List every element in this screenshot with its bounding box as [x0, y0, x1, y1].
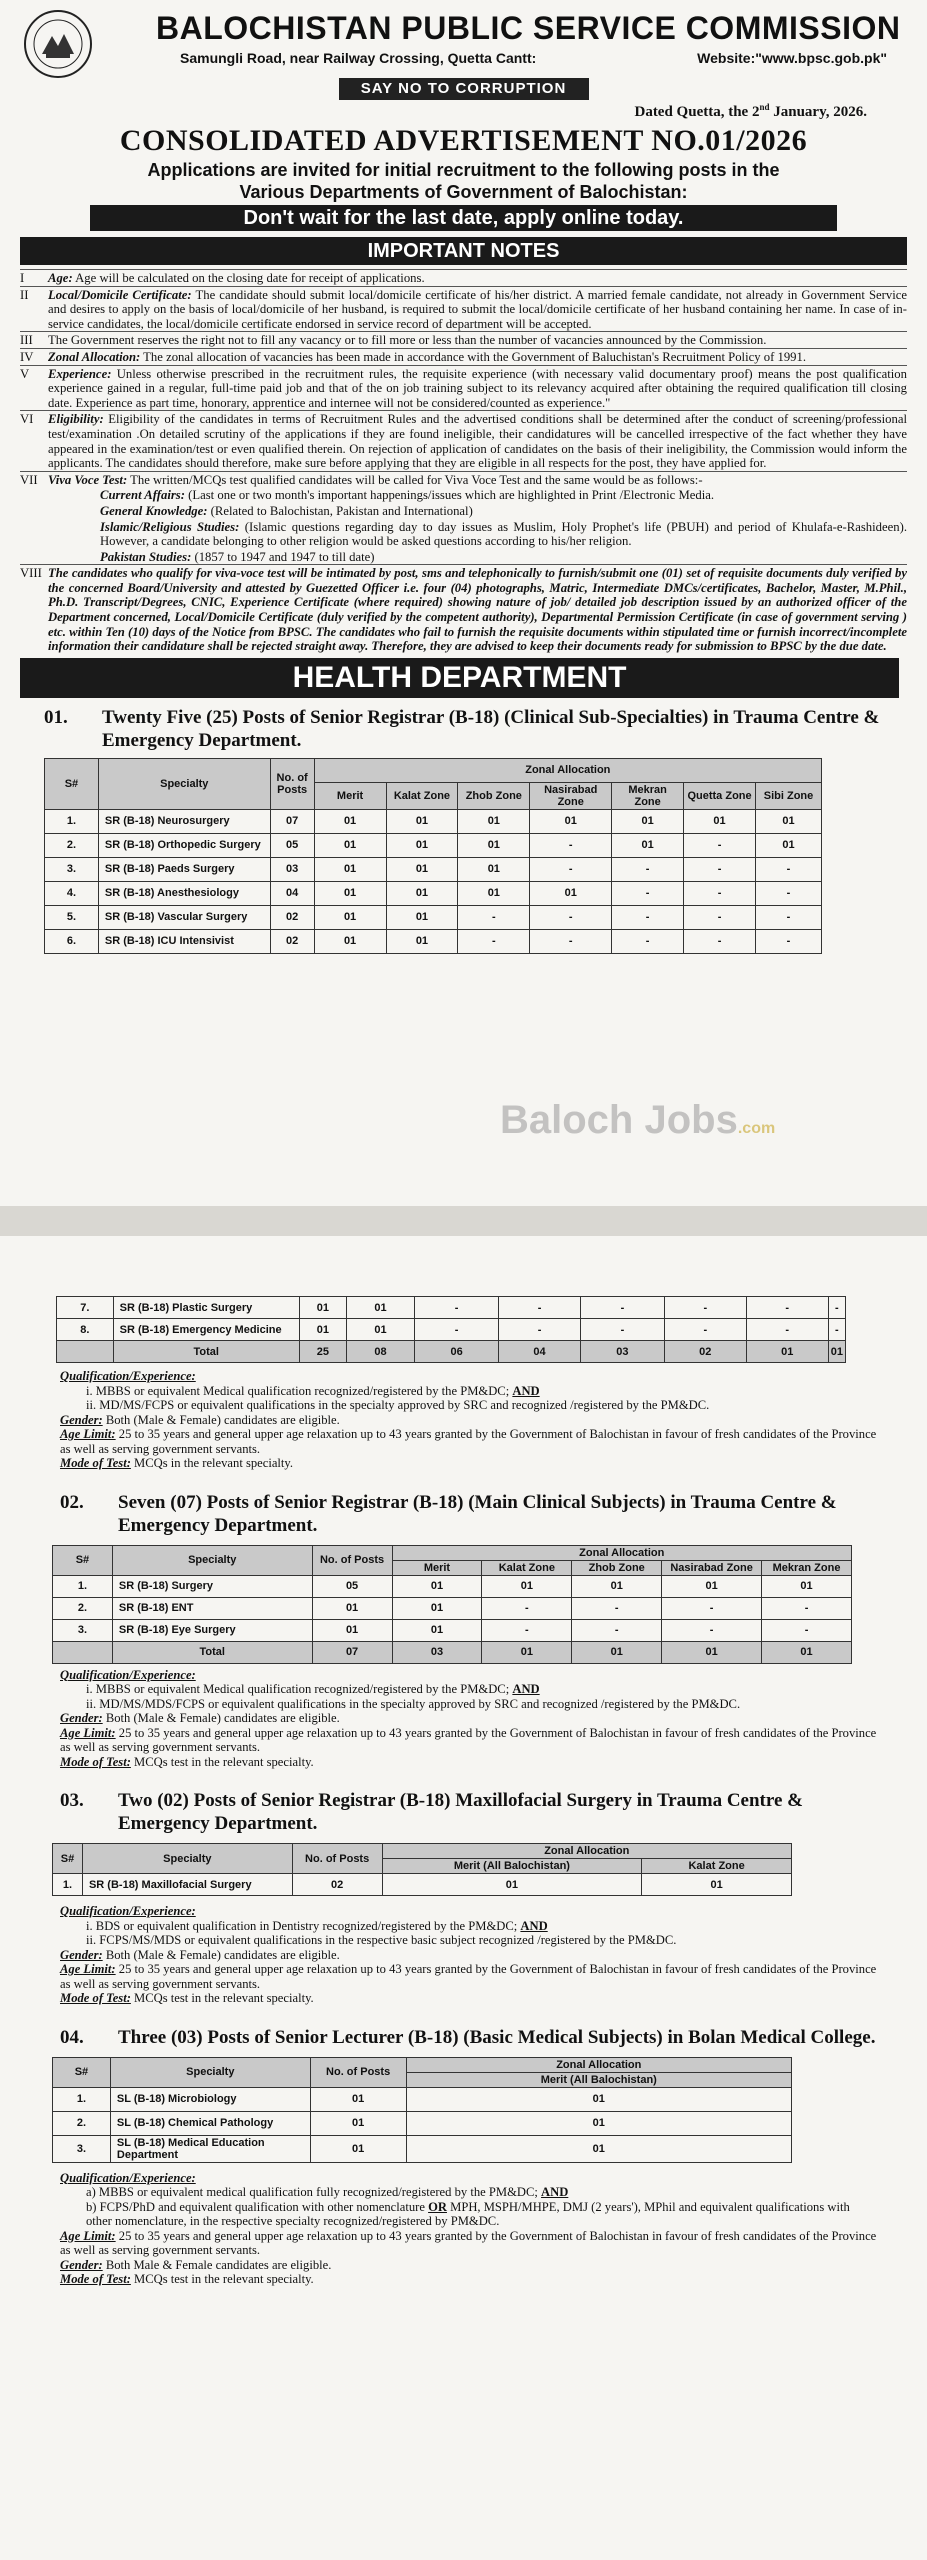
table-cell: 01 [310, 2087, 406, 2111]
table-cell: - [580, 1297, 664, 1319]
table-cell: - [572, 1597, 662, 1619]
table-row [45, 833, 822, 857]
bpsc-logo [22, 8, 94, 80]
table-cell: 6. [45, 929, 99, 953]
table-cell: - [746, 1319, 828, 1341]
table-cell: 01 [314, 905, 386, 929]
table-cell: SR (B-18) Eye Surgery [112, 1619, 312, 1641]
column-header: No. of Posts [270, 758, 314, 809]
column-header: Specialty [112, 1545, 312, 1575]
column-header: Kalat Zone [386, 782, 458, 809]
table-cell: Total [113, 1341, 299, 1363]
note-item [20, 286, 907, 332]
table-cell: 01 [310, 2111, 406, 2135]
table-row [45, 905, 822, 929]
table-cell: SR (B-18) ENT [112, 1597, 312, 1619]
table-cell: 04 [499, 1341, 581, 1363]
table-cell: 01 [386, 881, 458, 905]
table-cell: SL (B-18) Medical Education Department [110, 2135, 310, 2162]
column-header: Merit [314, 782, 386, 809]
table-cell: 01 [762, 1575, 852, 1597]
table-cell: 4. [45, 881, 99, 905]
viva-item [20, 519, 907, 549]
column-header: Sibi Zone [756, 782, 822, 809]
table-cell: SR (B-18) Emergency Medicine [113, 1319, 299, 1341]
table-cell: 25 [299, 1341, 346, 1363]
table-cell: 01 [386, 905, 458, 929]
note-number: V [20, 366, 30, 381]
viva-label: Pakistan Studies: [100, 549, 192, 564]
table-row [53, 1619, 852, 1641]
letterhead [20, 8, 907, 74]
viva-text: Islamic/Religious Studies: (Islamic questions regarding day to day issues as Muslim, Holy Prophet's life (PBUH) and period of Khulafa-e-Rashideen). However, a candidate belonging to other religion would be asked questions according to his/her religion. [100, 519, 907, 549]
column-header: Nasirabad Zone [530, 782, 612, 809]
organization-name: BALOCHISTAN PUBLIC SERVICE COMMISSION [156, 10, 901, 46]
table-cell: 01 [756, 809, 822, 833]
table-cell: - [746, 1297, 828, 1319]
table-cell: 01 [314, 881, 386, 905]
table-cell: 01 [746, 1341, 828, 1363]
table-cell: 01 [406, 2087, 791, 2111]
column-header: No. of Posts [312, 1545, 392, 1575]
column-header: Specialty [110, 2057, 310, 2087]
table-cell: 01 [612, 833, 684, 857]
table-cell: 01 [314, 857, 386, 881]
viva-label: General Knowledge: [100, 503, 208, 518]
table-row [53, 1874, 792, 1896]
table-total-row [53, 1641, 852, 1663]
table-header-row [45, 758, 822, 782]
table-cell [53, 1641, 113, 1663]
table-row [53, 2135, 792, 2162]
section-04-requirements: Qualification/Experience: a) MBBS or equivalent medical qualification fully recognized/registered by the PM&DC; AND b) FCPS/PhD and equivalent qualification with other nomenclature OR MPH, MSPH/MHPE, DMJ (2 years'), MPhil and equivalent qualifications with other nomenclature, in the respective specialty recognized/registered by PM&DC. Age Limit: 25 to 35 years and general upper age relaxation up to 43 years granted by the Government of Balochistan in favour of fresh candidates of the Province as well as serving government servants. Gender: Both Male & Female candidates are eligible. Mode of Test: MCQs test in the relevant specialty. [60, 2170, 877, 2286]
table-cell: 01 [310, 2135, 406, 2162]
table-cell: 3. [53, 2135, 111, 2162]
viva-label: Islamic/Religious Studies: [100, 519, 240, 534]
table-row [53, 2087, 792, 2111]
table-cell: 01 [346, 1297, 414, 1319]
table-cell: 01 [386, 809, 458, 833]
table-cell: 02 [292, 1874, 382, 1896]
table-cell: - [612, 905, 684, 929]
table-cell: 01 [386, 857, 458, 881]
note-number: IV [20, 349, 34, 364]
table-cell: - [684, 905, 756, 929]
section-03-requirements: Qualification/Experience: i. BDS or equivalent qualification in Dentistry recognized/registered by the PM&DC; AND ii. FCPS/MS/MDS or equivalent qualifications in the respective basic subject recognized /registered by the PM&DC. Gender: Both (Male & Female) candidates are eligible. Age Limit: 25 to 35 years and general upper age relaxation up to 43 years granted by the Government of Balochistan in favour of fresh candidates of the Province as well as serving government servants. Mode of Test: MCQs test in the relevant specialty. [60, 1904, 877, 2005]
table-cell: 01 [530, 809, 612, 833]
table-cell: 01 [314, 809, 386, 833]
table-cell: - [499, 1319, 581, 1341]
note-text: The Government reserves the right not to fill any vacancy or to fill more or less than the number of vacancies announced by the Commission. [48, 333, 767, 348]
table-cell: - [612, 929, 684, 953]
table-row [53, 1597, 852, 1619]
column-header: Specialty [82, 1844, 292, 1874]
table-cell: - [482, 1619, 572, 1641]
page-two [0, 1236, 927, 2560]
table-cell: 01 [458, 857, 530, 881]
table-cell: SR (B-18) Paeds Surgery [98, 857, 270, 881]
column-header: No. of Posts [310, 2057, 406, 2087]
note-label: Eligibility: [48, 412, 104, 427]
section-01-table-continued [56, 1296, 846, 1363]
table-cell: SR (B-18) Neurosurgery [98, 809, 270, 833]
table-cell: SL (B-18) Chemical Pathology [110, 2111, 310, 2135]
table-cell: - [415, 1297, 499, 1319]
note-number: VI [20, 412, 34, 427]
table-cell: - [684, 929, 756, 953]
table-cell: - [762, 1619, 852, 1641]
viva-item [20, 487, 907, 503]
table-cell: 08 [346, 1341, 414, 1363]
note-text: Age: Age will be calculated on the closing date for receipt of applications. [48, 271, 425, 285]
table-row [53, 1575, 852, 1597]
column-header: Zhob Zone [458, 782, 530, 809]
column-header: Kalat Zone [642, 1859, 792, 1874]
table-row [57, 1297, 846, 1319]
section-01-table [44, 758, 822, 954]
table-cell: 01 [572, 1575, 662, 1597]
table-cell: 05 [270, 833, 314, 857]
table-cell: 01 [458, 881, 530, 905]
table-cell: - [828, 1319, 845, 1341]
column-header: Zonal Allocation [382, 1844, 791, 1859]
table-cell: SR (B-18) Anesthesiology [98, 881, 270, 905]
note-item [20, 365, 907, 411]
table-row [45, 929, 822, 953]
table-cell: 01 [530, 881, 612, 905]
section-03-table [52, 1843, 792, 1896]
table-cell: - [762, 1597, 852, 1619]
table-cell: - [828, 1297, 845, 1319]
apply-online-banner: Don't wait for the last date, apply online today. [90, 205, 837, 231]
table-cell: - [684, 857, 756, 881]
table-cell: 06 [415, 1341, 499, 1363]
table-row [53, 2111, 792, 2135]
table-cell: - [458, 905, 530, 929]
table-cell: - [684, 881, 756, 905]
table-cell: - [662, 1597, 762, 1619]
note-item [20, 269, 907, 286]
table-cell: - [482, 1597, 572, 1619]
date-line: Dated Quetta, the 2nd January, 2026. [634, 102, 867, 120]
table-cell: - [662, 1619, 762, 1641]
note-text: Experience: Unless otherwise prescribed in the recruitment rules, the requisite experience (with necessary valid documentary proof) means the post qualification experience gained in a regular, full-time paid job and that of the on job training subject to its relevancy acquired after obtaining the required qualification till closing date. Experience as part time, honorary, apprentice and internee will not be considered/counted as experience." [48, 366, 907, 410]
note-label: Age: [48, 271, 73, 285]
column-header: Zonal Allocation [314, 758, 821, 782]
column-header: Specialty [98, 758, 270, 809]
table-header-row [53, 1844, 792, 1859]
column-header: Zonal Allocation [406, 2057, 791, 2072]
table-cell: 01 [346, 1319, 414, 1341]
table-cell: 01 [662, 1641, 762, 1663]
table-header-row [53, 2057, 792, 2072]
note-item [20, 348, 907, 365]
note-number: III [20, 333, 33, 348]
table-cell: 05 [312, 1575, 392, 1597]
column-header: Merit (All Balochistan) [382, 1859, 642, 1874]
table-cell: 1. [53, 1874, 83, 1896]
table-cell: 3. [53, 1619, 113, 1641]
table-cell: - [612, 857, 684, 881]
table-cell: 01 [299, 1297, 346, 1319]
section-01-title: 01. Twenty Five (25) Posts of Senior Registrar (B-18) (Clinical Sub-Specialties) in Trauma Centre & Emergency Department. [44, 706, 880, 751]
table-cell: SR (B-18) Plastic Surgery [113, 1297, 299, 1319]
viva-item [20, 503, 907, 519]
table-cell: 01 [458, 833, 530, 857]
table-cell: - [415, 1319, 499, 1341]
table-cell: 04 [270, 881, 314, 905]
table-cell: 01 [482, 1641, 572, 1663]
table-cell: 1. [53, 2087, 111, 2111]
section-04-title: 04. Three (03) Posts of Senior Lecturer (B-18) (Basic Medical Subjects) in Bolan Medical College. [60, 2026, 876, 2048]
table-cell: SR (B-18) Surgery [112, 1575, 312, 1597]
column-header: Quetta Zone [684, 782, 756, 809]
section-02-table [52, 1545, 852, 1664]
note-label: Viva Voce Test: [48, 472, 128, 487]
table-row [57, 1319, 846, 1341]
note-text: Viva Voce Test: The written/MCQs test qualified candidates will be called for Viva Voce Test and the same would be as follows:- [48, 472, 703, 487]
table-cell: 01 [382, 1874, 642, 1896]
page-one [0, 0, 927, 1206]
table-cell: 01 [482, 1575, 572, 1597]
table-cell: - [684, 833, 756, 857]
table-cell: Total [112, 1641, 312, 1663]
table-cell: 01 [392, 1575, 482, 1597]
table-cell: 01 [458, 809, 530, 833]
section-01-requirements: Qualification/Experience: i. MBBS or equivalent Medical qualification recognized/registered by the PM&DC; AND ii. MD/MS/FCPS or equivalent qualifications in the specialty approved by SRC and recognized /registered by the PM&DC. Gender: Both (Male & Female) candidates are eligible. Age Limit: 25 to 35 years and general upper age relaxation up to 43 years granted by the Government of Balochistan in favour of fresh candidates of the Province as well as serving government servants. Mode of Test: MCQs in the relevant specialty. [60, 1369, 877, 1470]
column-header: S# [53, 2057, 111, 2087]
table-cell: 01 [392, 1619, 482, 1641]
table-cell: 01 [406, 2111, 791, 2135]
table-cell: - [572, 1619, 662, 1641]
table-cell: 07 [270, 809, 314, 833]
note-item [20, 331, 907, 348]
table-cell: SR (B-18) Maxillofacial Surgery [82, 1874, 292, 1896]
table-cell: - [664, 1319, 746, 1341]
subtitle-line-2: Various Departments of Government of Balochistan: [239, 182, 688, 202]
table-cell: 01 [299, 1319, 346, 1341]
table-cell: 01 [312, 1597, 392, 1619]
department-heading: HEALTH DEPARTMENT [20, 658, 899, 698]
table-cell: SL (B-18) Microbiology [110, 2087, 310, 2111]
table-cell: 01 [642, 1874, 792, 1896]
table-cell: 01 [572, 1641, 662, 1663]
column-header: Zonal Allocation [392, 1545, 851, 1560]
website-text: Website:"www.bpsc.gob.pk" [697, 50, 887, 66]
table-cell: 01 [756, 833, 822, 857]
table-cell: 02 [664, 1341, 746, 1363]
column-header: No. of Posts [292, 1844, 382, 1874]
table-cell: 1. [53, 1575, 113, 1597]
table-cell: 01 [386, 929, 458, 953]
table-cell: 01 [314, 833, 386, 857]
table-cell: 2. [53, 2111, 111, 2135]
table-cell: 07 [312, 1641, 392, 1663]
section-02-title: 02. Seven (07) Posts of Senior Registrar (B-18) (Main Clinical Subjects) in Trauma Centre & Emergency Department. [60, 1491, 837, 1536]
table-row [45, 809, 822, 833]
advertisement-title: CONSOLIDATED ADVERTISEMENT NO.01/2026 [119, 124, 808, 157]
table-header-row [53, 1545, 852, 1560]
section-03-title: 03. Two (02) Posts of Senior Registrar (B-18) Maxillofacial Surgery in Trauma Centre & Emergency Department. [60, 1790, 803, 1834]
viva-text: Pakistan Studies: (1857 to 1947 and 1947 to till date) [100, 549, 375, 564]
table-cell [57, 1341, 114, 1363]
table-cell: 8. [57, 1319, 114, 1341]
table-cell: 01 [386, 833, 458, 857]
section-04-table [52, 2057, 792, 2163]
subtitle-line-1: Applications are invited for initial recruitment to the following posts in the [147, 160, 780, 180]
table-cell: SR (B-18) Vascular Surgery [98, 905, 270, 929]
note-item [20, 564, 907, 654]
table-cell: 1. [45, 809, 99, 833]
table-cell: 02 [270, 929, 314, 953]
viva-text: General Knowledge: (Related to Balochistan, Pakistan and International) [100, 503, 473, 518]
table-cell: - [580, 1319, 664, 1341]
note-item [20, 471, 907, 488]
table-row [45, 881, 822, 905]
table-cell: 7. [57, 1297, 114, 1319]
table-cell: 01 [312, 1619, 392, 1641]
notes-list [20, 269, 907, 654]
note-item [20, 410, 907, 470]
organization-address: Samungli Road, near Railway Crossing, Quetta Cantt: [180, 50, 537, 66]
note-number: VIII [20, 566, 42, 581]
column-header: Merit [392, 1560, 482, 1575]
viva-label: Current Affairs: [100, 488, 185, 503]
table-cell: 03 [270, 857, 314, 881]
table-cell: 03 [392, 1641, 482, 1663]
note-label: Experience: [48, 366, 112, 381]
table-cell: 02 [270, 905, 314, 929]
table-cell: 2. [53, 1597, 113, 1619]
note-label: Local/Domicile Certificate: [48, 287, 192, 302]
important-notes-heading: IMPORTANT NOTES [20, 237, 907, 265]
note-label: Zonal Allocation: [48, 349, 141, 364]
table-cell: 3. [45, 857, 99, 881]
table-cell: - [458, 929, 530, 953]
table-cell: 03 [580, 1341, 664, 1363]
note-text: The candidates who qualify for viva-voce test will be intimated by post, sms and telephonically to furnish/submit one (01) set of requisite documents duly verified by the concerned Board/University and attested by Guezetted Officer i.e. four (04) photographs, Matric, Intermediate DMCs/certificates, Bachelor, Master, M.Phil., Ph.D. Transcript/Degrees, CNIC, Experience Certificate (where required) showing nature of job/ detailed job description issued by an authorized officer of the Department concerned, Local/Domicile Certificate (duly verified by the competent authority), Departmental Permission Certificate (in case of government serving ) etc. within Ten (10) days of the Notice from BPSC. The candidates who fail to furnish the requisite documents within stipulated time or furnish incorrect/incomplete information their candidature shall be rejected straight away. Therefore, they are advised to keep their documents ready for submission to BPSC by the due date. [48, 566, 907, 654]
table-cell: SR (B-18) ICU Intensivist [98, 929, 270, 953]
column-header: Kalat Zone [482, 1560, 572, 1575]
table-cell: 01 [762, 1641, 852, 1663]
table-cell: - [612, 881, 684, 905]
column-header: S# [53, 1844, 83, 1874]
viva-text: Current Affairs: (Last one or two month's important happenings/issues which are highlighted in Print /Electronic Media. [100, 488, 715, 503]
table-row [45, 857, 822, 881]
table-cell: SR (B-18) Orthopedic Surgery [98, 833, 270, 857]
column-header: Merit (All Balochistan) [406, 2072, 791, 2087]
note-text: Zonal Allocation: The zonal allocation of vacancies has been made in accordance with the Government of Baluchistan's Recruitment Policy of 1991. [48, 349, 807, 364]
table-cell: 01 [612, 809, 684, 833]
column-header: Mekran Zone [612, 782, 684, 809]
table-cell: - [530, 905, 612, 929]
table-cell: - [499, 1297, 581, 1319]
table-cell: 01 [828, 1341, 845, 1363]
table-total-row [57, 1341, 846, 1363]
table-cell: 01 [684, 809, 756, 833]
note-text: Eligibility: Eligibility of the candidates in terms of Recruitment Rules and the advertised conditions shall be determined after the conduct of screening/professional test/examination .On detailed scrutiny of the applications if they are found ineligible, their candidatures will be cancelled irrespective of the fact whether they have appeared in the examination/test or even qualified therein. On rejection of application of candidates on the basis of their ineligibility, the Commission would inform the applicants. The candidates should therefore, make sure before applying that they are eligible in all respects for the post, they have applied for. [48, 412, 907, 471]
note-text: Local/Domicile Certificate: The candidate should submit local/domicile certificate of his/her district. A married female candidate, not already in Government Service and desires to apply on the basis of local/domicile of her husband, is required to submit the local/domicile certificate of her husband containing her name. In case of in-service candidates, the local/domicile certificate endorsed in service record of department will be accepted. [48, 287, 907, 331]
note-number: I [20, 271, 25, 285]
table-cell: 01 [406, 2135, 791, 2162]
table-cell: 01 [392, 1597, 482, 1619]
table-cell: - [756, 857, 822, 881]
column-header: Zhob Zone [572, 1560, 662, 1575]
table-cell: - [756, 929, 822, 953]
table-cell: - [756, 905, 822, 929]
note-number: II [20, 287, 29, 302]
table-cell: 01 [662, 1575, 762, 1597]
table-cell: - [530, 929, 612, 953]
watermark: Baloch Jobs.com [500, 1098, 776, 1142]
table-cell: - [530, 857, 612, 881]
column-header: S# [53, 1545, 113, 1575]
column-header: Mekran Zone [762, 1560, 852, 1575]
note-number: VII [20, 472, 38, 487]
slogan-banner: SAY NO TO CORRUPTION [339, 78, 589, 100]
column-header: S# [45, 758, 99, 809]
table-cell: 01 [314, 929, 386, 953]
table-cell: 5. [45, 905, 99, 929]
table-cell: - [664, 1297, 746, 1319]
table-cell: 2. [45, 833, 99, 857]
table-cell: - [530, 833, 612, 857]
column-header: Nasirabad Zone [662, 1560, 762, 1575]
section-02-requirements: Qualification/Experience: i. MBBS or equivalent Medical qualification recognized/registered by the PM&DC; AND ii. MD/MS/MDS/FCPS or equivalent qualifications in the specialty approved by SRC and recognized /registered by the PM&DC. Gender: Both (Male & Female) candidates are eligible. Age Limit: 25 to 35 years and general upper age relaxation up to 43 years granted by the Government of Balochistan in favour of fresh candidates of the Province as well as serving government servants. Mode of Test: MCQs test in the relevant specialty. [60, 1667, 877, 1769]
table-cell: - [756, 881, 822, 905]
viva-item [20, 549, 907, 565]
